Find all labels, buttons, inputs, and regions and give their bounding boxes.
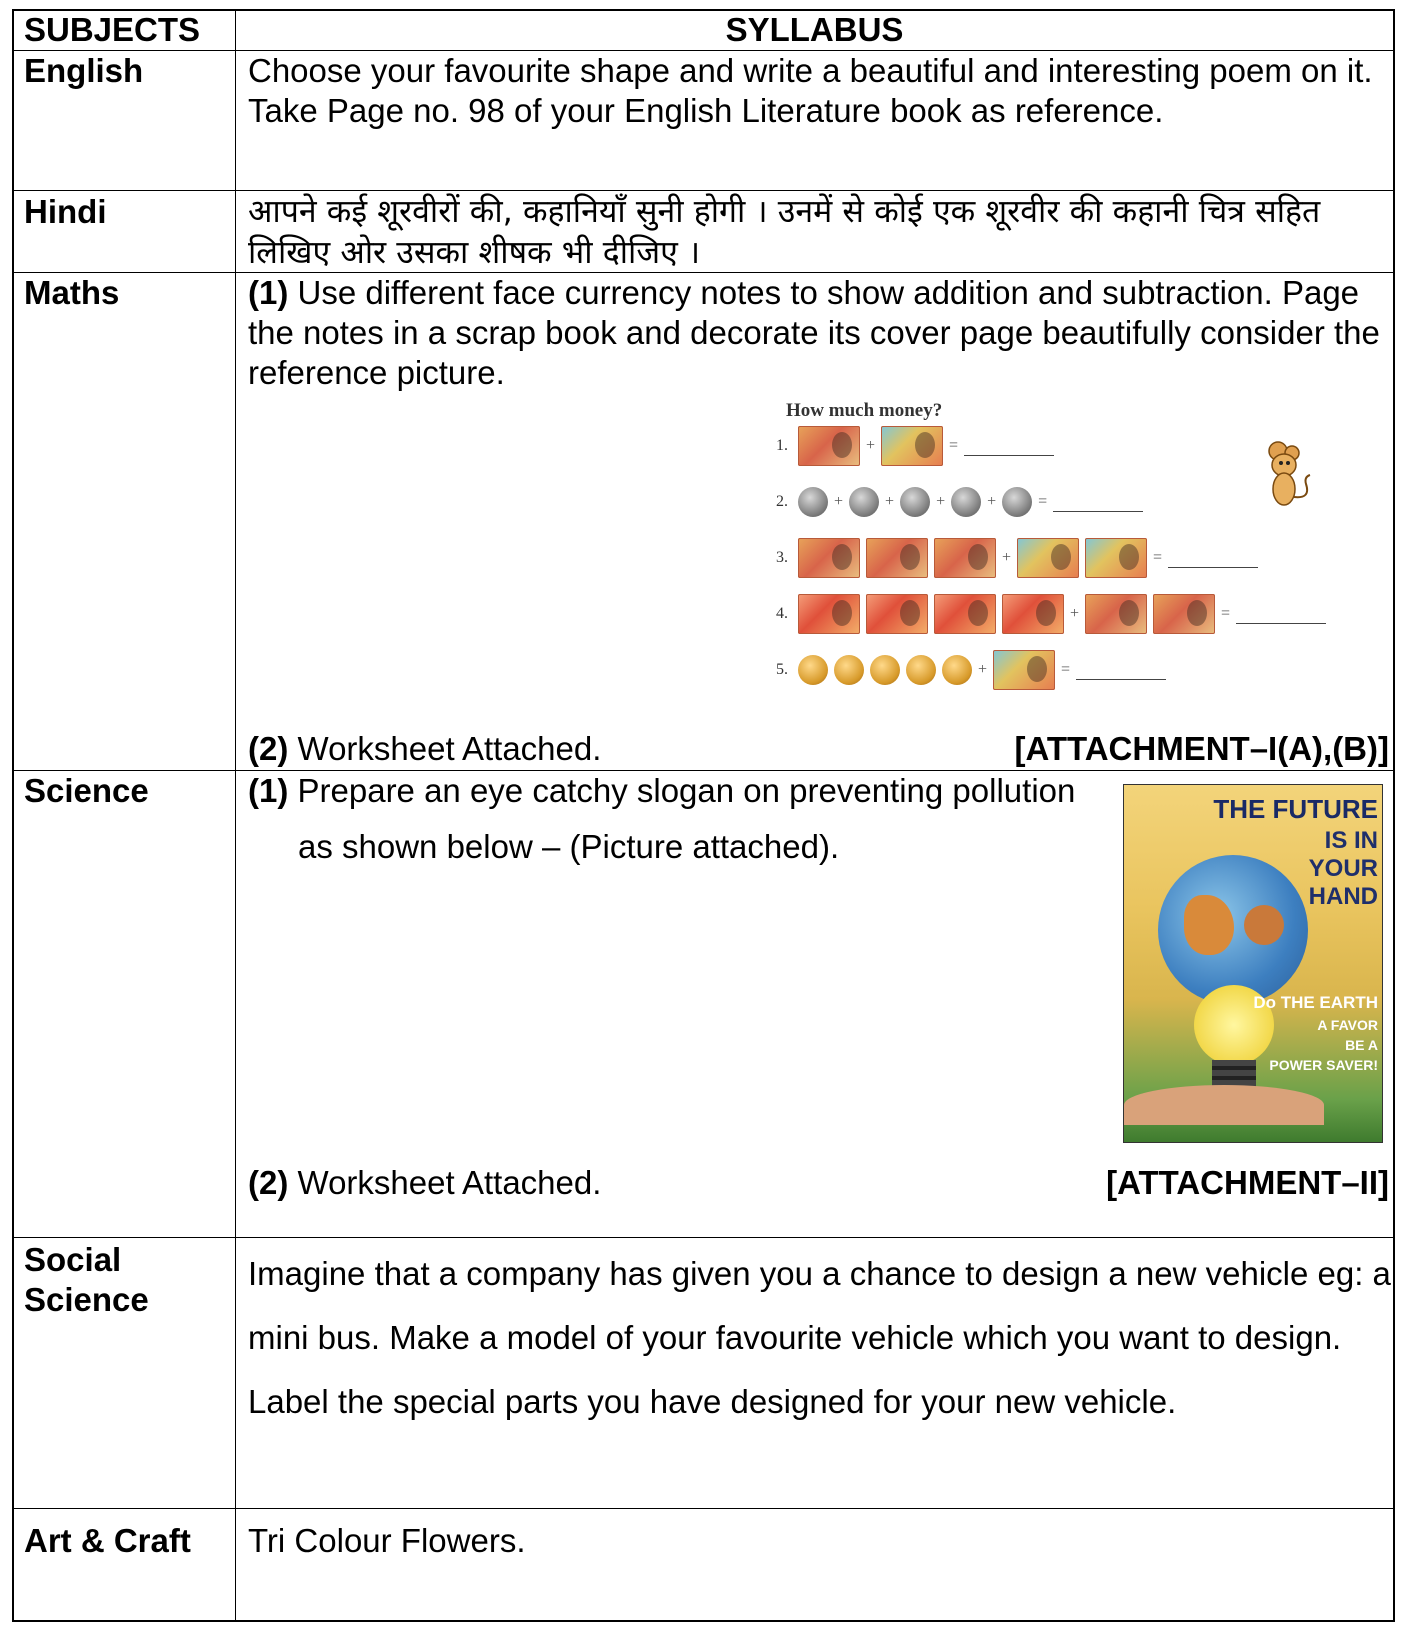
currency-note-icon bbox=[798, 594, 860, 634]
coin-icon bbox=[900, 487, 930, 517]
subjects-header: SUBJECTS bbox=[14, 11, 236, 50]
plus-sign: + bbox=[936, 493, 946, 510]
english-row bbox=[14, 51, 1393, 191]
hindi-row bbox=[14, 191, 1393, 273]
plus-sign: + bbox=[1070, 605, 1080, 622]
art-craft-row bbox=[14, 1509, 1393, 1620]
english-syllabus: Choose your favourite shape and write a beautiful and interesting poem on it. Take Page no. 98 of your English Literature book as reference. bbox=[248, 52, 1373, 129]
currency-note-icon bbox=[1085, 538, 1147, 578]
social-science-subject-line2: Science bbox=[24, 1281, 149, 1318]
money-row-number: 3. bbox=[776, 549, 788, 566]
answer-blank bbox=[964, 437, 1054, 456]
currency-note-icon bbox=[798, 538, 860, 578]
money-figure-title: How much money? bbox=[786, 400, 943, 421]
science-item-2-number: (2) bbox=[248, 1164, 289, 1201]
maths-item-1 bbox=[248, 273, 1393, 393]
money-row-number: 2. bbox=[776, 493, 788, 510]
coin-icon bbox=[906, 655, 936, 685]
hand-illustration bbox=[1124, 1085, 1324, 1125]
poster-text: POWER SAVER! bbox=[1269, 1057, 1378, 1073]
money-row-2 bbox=[776, 479, 1143, 525]
poster-text: IS IN bbox=[1324, 827, 1378, 854]
syllabus-header: SYLLABUS bbox=[725, 11, 904, 48]
answer-blank bbox=[1076, 661, 1166, 680]
equals-sign: = bbox=[949, 437, 959, 454]
money-reference-picture bbox=[776, 391, 1336, 711]
plus-sign: + bbox=[834, 493, 844, 510]
currency-note-icon bbox=[866, 538, 928, 578]
maths-subject: Maths bbox=[14, 273, 236, 770]
syllabus-table bbox=[12, 9, 1395, 1622]
coin-icon bbox=[951, 487, 981, 517]
hindi-subject: Hindi bbox=[14, 191, 236, 272]
money-row-number: 4. bbox=[776, 605, 788, 622]
science-item-1-number: (1) bbox=[248, 772, 289, 809]
money-row-3 bbox=[776, 535, 1258, 581]
money-row-number: 1. bbox=[776, 437, 788, 454]
coin-icon bbox=[834, 655, 864, 685]
poster-text: YOUR bbox=[1308, 855, 1378, 882]
coin-icon bbox=[798, 487, 828, 517]
coin-icon bbox=[849, 487, 879, 517]
plus-sign: + bbox=[1002, 549, 1012, 566]
science-attachment-label: [ATTACHMENT–II] bbox=[1106, 1164, 1389, 1201]
hindi-syllabus: आपने कई शूरवीरों की, कहानियाँ सुनी होगी । उनमें से कोई एक शूरवीर की कहानी चित्र सहित लिखिए ओर उसका शीषक भी दीजिए । bbox=[248, 192, 1321, 271]
maths-row bbox=[14, 273, 1393, 771]
poster-text: THE FUTURE bbox=[1213, 794, 1378, 824]
maths-item-1-number: (1) bbox=[248, 274, 289, 311]
science-item-1-line2: as shown below – (Picture attached). bbox=[298, 828, 840, 865]
science-row bbox=[14, 771, 1393, 1238]
maths-attachment-label: [ATTACHMENT–I(A),(B)] bbox=[1014, 730, 1389, 767]
art-craft-subject: Art & Craft bbox=[14, 1509, 236, 1620]
science-item-2-text: Worksheet Attached. bbox=[288, 1164, 602, 1201]
plus-sign: + bbox=[885, 493, 895, 510]
plus-sign: + bbox=[987, 493, 997, 510]
maths-syllabus bbox=[236, 273, 1393, 770]
maths-item-1-text: Use different face currency notes to show addition and subtraction. Page the notes in a scrap book and decorate its cover page beautifully consider the reference picture. bbox=[248, 274, 1380, 391]
poster-text: BE A bbox=[1345, 1037, 1378, 1053]
equals-sign: = bbox=[1061, 661, 1071, 678]
equals-sign: = bbox=[1038, 493, 1048, 510]
mouse-cartoon-icon bbox=[1256, 439, 1316, 514]
coin-icon bbox=[1002, 487, 1032, 517]
maths-item-2-number: (2) bbox=[248, 730, 289, 767]
currency-note-icon bbox=[1153, 594, 1215, 634]
science-item-1-text: Prepare an eye catchy slogan on preventing pollution bbox=[288, 772, 1076, 809]
poster-text: A FAVOR bbox=[1317, 1017, 1378, 1033]
maths-item-2 bbox=[248, 729, 601, 769]
currency-note-icon bbox=[1002, 594, 1064, 634]
currency-note-icon bbox=[934, 594, 996, 634]
art-craft-syllabus: Tri Colour Flowers. bbox=[248, 1522, 526, 1559]
social-science-row bbox=[14, 1238, 1393, 1509]
money-row-number: 5. bbox=[776, 661, 788, 678]
science-item-2 bbox=[248, 1163, 601, 1203]
coin-icon bbox=[870, 655, 900, 685]
money-row-1 bbox=[776, 423, 1054, 469]
social-science-subject-line1: Social bbox=[24, 1241, 122, 1278]
currency-note-icon bbox=[798, 426, 860, 466]
currency-note-icon bbox=[881, 426, 943, 466]
answer-blank bbox=[1236, 605, 1326, 624]
currency-note-icon bbox=[1017, 538, 1079, 578]
continent-shape bbox=[1244, 905, 1284, 945]
coin-icon bbox=[798, 655, 828, 685]
social-science-syllabus: Imagine that a company has given you a chance to design a new vehicle eg: a mini bus. Make a model of your favourite vehicle which you want to design. Label the special parts you have designed for your new vehicle. bbox=[248, 1255, 1391, 1420]
currency-note-icon bbox=[993, 650, 1055, 690]
poster-text: HAND bbox=[1308, 883, 1378, 910]
currency-note-icon bbox=[866, 594, 928, 634]
coin-icon bbox=[942, 655, 972, 685]
plus-sign: + bbox=[866, 437, 876, 454]
science-subject: Science bbox=[14, 771, 236, 1237]
currency-note-icon bbox=[1085, 594, 1147, 634]
pollution-slogan-poster bbox=[1123, 784, 1383, 1143]
plus-sign: + bbox=[978, 661, 988, 678]
money-row-4 bbox=[776, 591, 1326, 637]
answer-blank bbox=[1168, 549, 1258, 568]
poster-text: Do THE EARTH bbox=[1253, 993, 1378, 1012]
english-subject: English bbox=[14, 51, 236, 190]
equals-sign: = bbox=[1153, 549, 1163, 566]
science-syllabus bbox=[236, 771, 1393, 1237]
answer-blank bbox=[1053, 493, 1143, 512]
social-science-subject bbox=[14, 1238, 236, 1508]
currency-note-icon bbox=[934, 538, 996, 578]
money-row-5 bbox=[776, 647, 1166, 693]
maths-item-2-text: Worksheet Attached. bbox=[288, 730, 602, 767]
equals-sign: = bbox=[1221, 605, 1231, 622]
table-header-row bbox=[14, 11, 1393, 51]
